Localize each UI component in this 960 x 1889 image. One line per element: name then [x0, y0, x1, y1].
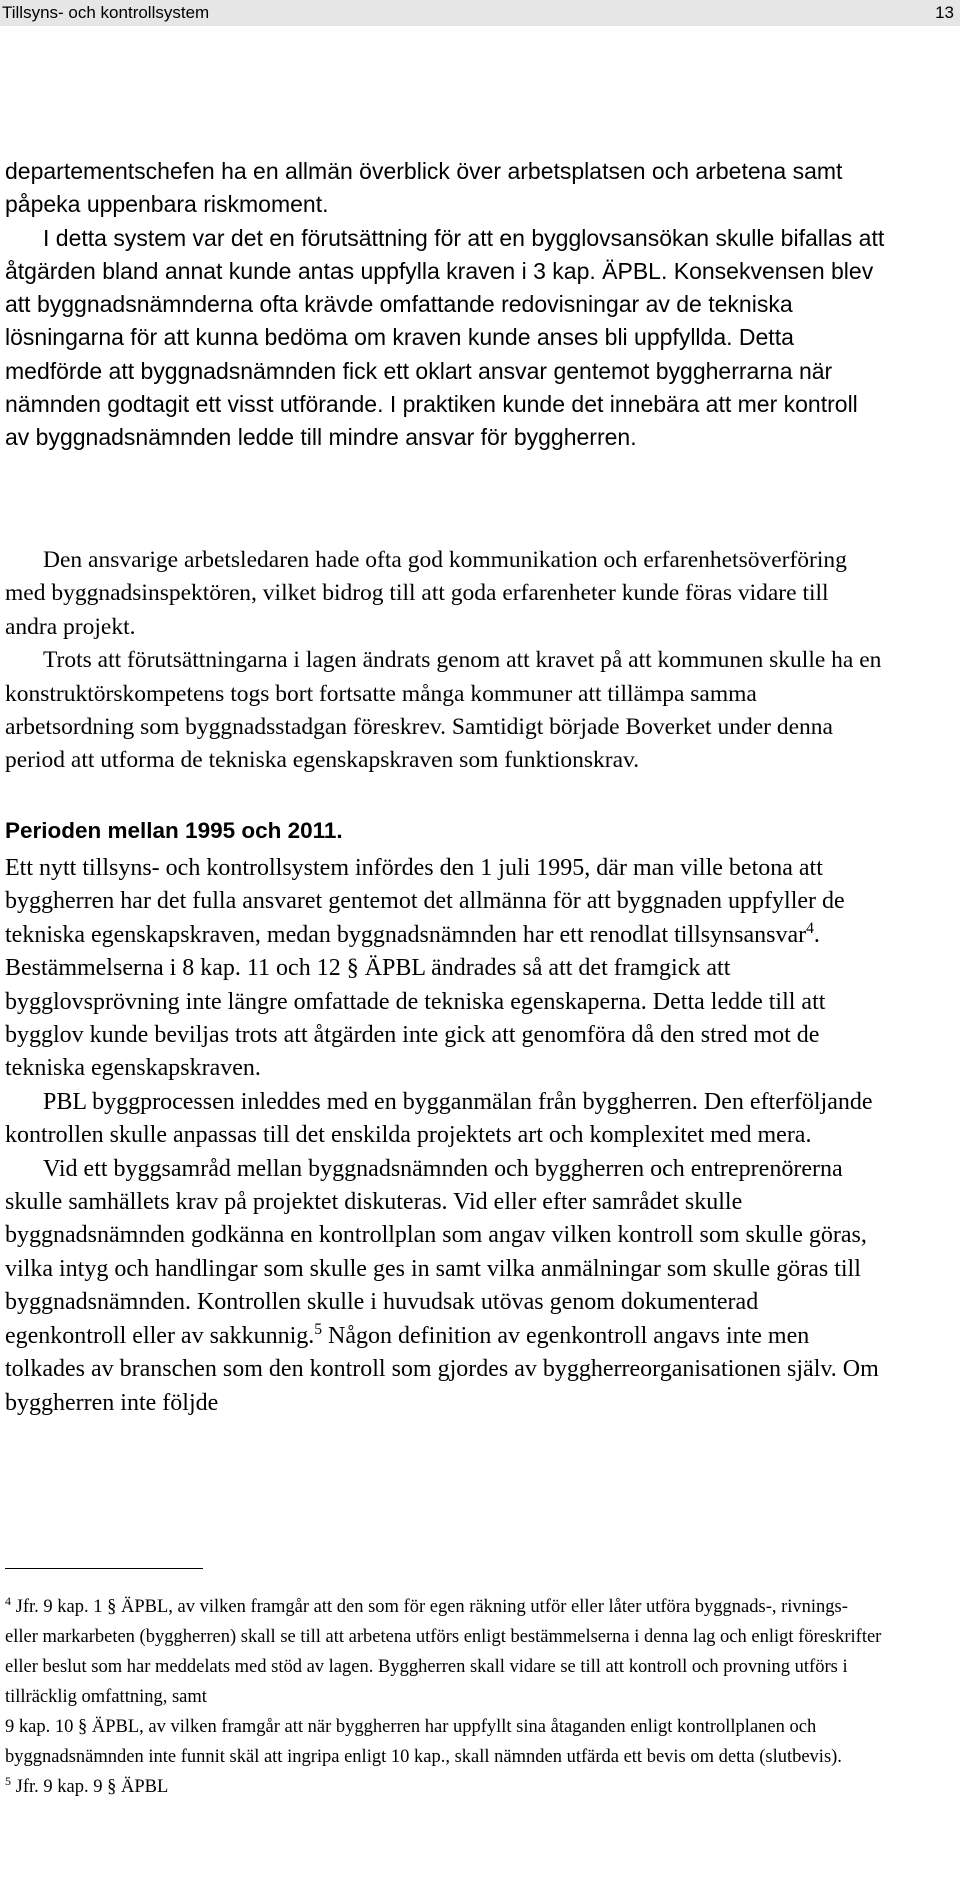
paragraph-2: I detta system var det en förutsättning för att en bygglovsansökan skulle bifallas att åtgärden bland annat kunde antas uppfylla kraven i 3 kap. ÄPBL. Konsekvensen blev att byggnadsnämnderna ofta krävde omfattande redovisningar av de tekniska lösningarna för att kunna bedöma om kraven kunde anses bli uppfyllda. Detta medförde att byggnadsnämnden fick ett oklart ansvar gentemot byggherrarna när nämnden godtagit ett visst utförande. I praktiken kunde det innebära att mer kontroll av byggnadsnämnden ledde till mindre ansvar för byggherren.	[5, 224, 885, 451]
section-body	[5, 852, 885, 1420]
footnote-5-mark: 5	[5, 1773, 12, 1788]
footnote-5-text: Jfr. 9 kap. 9 § ÄPBL	[11, 1777, 169, 1797]
paragraph-5	[5, 852, 885, 1086]
footnote-ref-5: 5	[314, 1320, 323, 1338]
footnote-5	[5, 1772, 885, 1802]
footnote-4-mark: 4	[5, 1593, 12, 1608]
section-heading: Perioden mellan 1995 och 2011.	[5, 818, 343, 843]
paragraph-7-text-cont: Någon definition av egenkontroll angavs inte men tolkades av branschen som den kontroll som gjordes av byggherreorganisationen själv. Om byggherren inte följde	[5, 1322, 879, 1416]
paragraph-6: PBL byggprocessen inleddes med en bygganmälan från byggherren. Den efterföljande kontrollen skulle anpassas till det enskilda projektets art och komplexitet med mera.	[5, 1088, 873, 1149]
paragraph-7-text: Vid ett byggsamråd mellan byggnadsnämnden och byggherren och entreprenörerna skulle samhällets krav på projektet diskuteras. Vid eller efter samrådet skulle byggnadsnämnden godkänna en kontrollplan som angav vilken kontroll som skulle göras, vilka intyg och handlingar som skulle ges in samt vilka anmälningar som skulle göras till byggnadsnämnden. Kontrollen skulle i huvudsak utövas genom dokumenterad egenkontroll eller av sakkunnig.	[5, 1155, 867, 1349]
footnotes	[5, 1592, 885, 1802]
footnote-ref-4: 4	[806, 919, 814, 937]
footnote-4	[5, 1592, 885, 1712]
paragraph-5-text-cont: . Bestämmelserna i 8 kap. 11 och 12 § ÄPBL ändrades så att det framgick att bygglovsprövning inte längre omfattade de tekniska egenskaperna. Detta ledde till att bygglov kunde beviljas trots att åtgärden inte gick att genomföra då den stred mot de tekniska egenskapskraven.	[5, 921, 826, 1082]
header-title: Tillsyns- och kontrollsystem	[2, 3, 210, 22]
paragraph-7	[5, 1153, 885, 1420]
footnote-4-text: Jfr. 9 kap. 1 § ÄPBL, av vilken framgår att den som för egen räkning utför eller låter utföra byggnads-, rivnings- eller markarbeten (byggherren) skall se till att arbetena utförs enligt bestämmelserna i denna lag och enligt föreskrifter eller beslut som har meddelats med stöd av lagen. Byggherren skall vidare se till att kontroll och provning utförs i tillräcklig omfattning, samt	[5, 1597, 882, 1707]
paragraph-3: Den ansvarige arbetsledaren hade ofta god kommunikation och erfarenhetsöverföring med byggnadsinspektören, vilket bidrog till att goda erfarenheter kunde föras vidare till andra projekt.	[5, 547, 847, 640]
footnote-4-continued: 9 kap. 10 § ÄPBL, av vilken framgår att när byggherren har uppfyllt sina åtaganden enligt kontrollplanen och byggnadsnämnden inte funnit skäl att ingripa enligt 10 kap., skall nämnden utfärda ett bevis om detta (slutbevis).	[5, 1717, 842, 1767]
footnote-divider	[5, 1568, 203, 1569]
body-text-serif	[5, 544, 885, 778]
body-text-sans	[5, 155, 885, 455]
paragraph-4: Trots att förutsättningarna i lagen ändrats genom att kravet på att kommunen skulle ha en konstruktörskompetens togs bort fortsatte många kommuner att tillämpa samma arbetsordning som byggnadsstadgan föreskrev. Samtidigt började Boverket under denna period att utforma de tekniska egenskapskraven som funktionskrav.	[5, 647, 882, 774]
paragraph-1: departementschefen ha en allmän överblick över arbetsplatsen och arbetena samt påpeka uppenbara riskmoment.	[5, 158, 843, 218]
page-number: 13	[935, 3, 954, 22]
running-header	[0, 0, 960, 26]
paragraph-5-text: Ett nytt tillsyns- och kontrollsystem infördes den 1 juli 1995, där man ville betona att byggherren har det fulla ansvaret gentemot det allmänna för att byggnaden uppfyller de tekniska egenskapskraven, medan byggnadsnämnden har ett renodlat tillsynsansvar	[5, 855, 845, 948]
